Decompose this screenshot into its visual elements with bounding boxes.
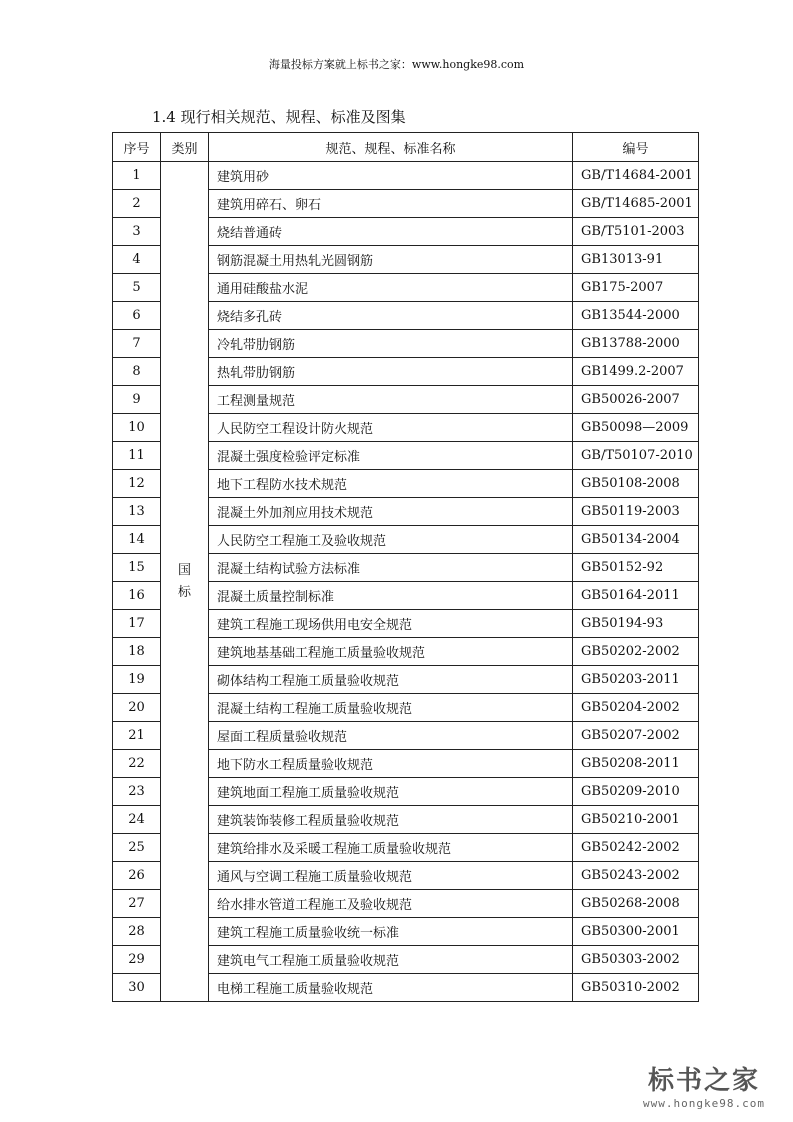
header-note: 海量投标方案就上标书之家：www.hongke98.com bbox=[268, 58, 525, 71]
row-code: GB50119-2003 bbox=[573, 498, 699, 526]
row-name: 建筑工程施工质量验收统一标准 bbox=[209, 918, 573, 946]
table-body bbox=[113, 162, 699, 1002]
row-seq: 26 bbox=[113, 862, 161, 890]
row-code: GB50098—2009 bbox=[573, 414, 699, 442]
row-code: GB50194-93 bbox=[573, 610, 699, 638]
row-code: GB175-2007 bbox=[573, 274, 699, 302]
row-name: 建筑工程施工现场供用电安全规范 bbox=[209, 610, 573, 638]
row-name: 建筑装饰装修工程质量验收规范 bbox=[209, 806, 573, 834]
row-code: GB50203-2011 bbox=[573, 666, 699, 694]
row-name: 建筑地基基础工程施工质量验收规范 bbox=[209, 638, 573, 666]
row-code: GB/T14684-2001 bbox=[573, 162, 699, 190]
row-name: 建筑地面工程施工质量验收规范 bbox=[209, 778, 573, 806]
row-name: 热轧带肋钢筋 bbox=[209, 358, 573, 386]
row-name: 烧结普通砖 bbox=[209, 218, 573, 246]
header-seq: 序号 bbox=[113, 133, 161, 162]
row-seq: 15 bbox=[113, 554, 161, 582]
row-name: 屋面工程质量验收规范 bbox=[209, 722, 573, 750]
section-title: 1.4 现行相关规范、规程、标准及图集 bbox=[152, 108, 406, 126]
row-name: 地下防水工程质量验收规范 bbox=[209, 750, 573, 778]
row-name: 砌体结构工程施工质量验收规范 bbox=[209, 666, 573, 694]
row-seq: 28 bbox=[113, 918, 161, 946]
row-code: GB13013-91 bbox=[573, 246, 699, 274]
row-seq: 29 bbox=[113, 946, 161, 974]
row-name: 通用硅酸盐水泥 bbox=[209, 274, 573, 302]
row-name: 烧结多孔砖 bbox=[209, 302, 573, 330]
row-seq: 13 bbox=[113, 498, 161, 526]
row-seq: 9 bbox=[113, 386, 161, 414]
row-code: GB50210-2001 bbox=[573, 806, 699, 834]
row-code: GB50209-2010 bbox=[573, 778, 699, 806]
row-seq: 11 bbox=[113, 442, 161, 470]
row-code: GB50208-2011 bbox=[573, 750, 699, 778]
row-seq: 7 bbox=[113, 330, 161, 358]
category-cell bbox=[161, 162, 209, 1002]
row-seq: 21 bbox=[113, 722, 161, 750]
row-code: GB50310-2002 bbox=[573, 974, 699, 1002]
row-seq: 1 bbox=[113, 162, 161, 190]
row-code: GB50268-2008 bbox=[573, 890, 699, 918]
row-seq: 5 bbox=[113, 274, 161, 302]
row-code: GB50164-2011 bbox=[573, 582, 699, 610]
table-header-row bbox=[113, 133, 699, 162]
row-code: GB50242-2002 bbox=[573, 834, 699, 862]
row-code: GB50108-2008 bbox=[573, 470, 699, 498]
row-code: GB50026-2007 bbox=[573, 386, 699, 414]
row-seq: 12 bbox=[113, 470, 161, 498]
row-seq: 4 bbox=[113, 246, 161, 274]
table-row bbox=[113, 162, 699, 190]
site-watermark bbox=[629, 1060, 779, 1110]
row-seq: 22 bbox=[113, 750, 161, 778]
row-code: GB/T14685-2001 bbox=[573, 190, 699, 218]
row-name: 通风与空调工程施工质量验收规范 bbox=[209, 862, 573, 890]
row-seq: 6 bbox=[113, 302, 161, 330]
row-code: GB50204-2002 bbox=[573, 694, 699, 722]
watermark-url: www.hongke98.com bbox=[643, 1097, 765, 1110]
header-category: 类别 bbox=[161, 133, 209, 162]
row-code: GB1499.2-2007 bbox=[573, 358, 699, 386]
row-seq: 17 bbox=[113, 610, 161, 638]
row-name: 建筑电气工程施工质量验收规范 bbox=[209, 946, 573, 974]
row-code: GB50207-2002 bbox=[573, 722, 699, 750]
row-seq: 19 bbox=[113, 666, 161, 694]
row-name: 冷轧带肋钢筋 bbox=[209, 330, 573, 358]
row-seq: 27 bbox=[113, 890, 161, 918]
row-name: 人民防空工程设计防火规范 bbox=[209, 414, 573, 442]
row-code: GB13544-2000 bbox=[573, 302, 699, 330]
watermark-logo: 标书之家 bbox=[647, 1066, 760, 1096]
row-name: 工程测量规范 bbox=[209, 386, 573, 414]
row-code: GB50300-2001 bbox=[573, 918, 699, 946]
row-seq: 23 bbox=[113, 778, 161, 806]
row-code: GB50202-2002 bbox=[573, 638, 699, 666]
row-code: GB/T5101-2003 bbox=[573, 218, 699, 246]
row-name: 人民防空工程施工及验收规范 bbox=[209, 526, 573, 554]
row-name: 电梯工程施工质量验收规范 bbox=[209, 974, 573, 1002]
row-code: GB50303-2002 bbox=[573, 946, 699, 974]
row-seq: 16 bbox=[113, 582, 161, 610]
row-seq: 25 bbox=[113, 834, 161, 862]
row-code: GB50243-2002 bbox=[573, 862, 699, 890]
row-seq: 30 bbox=[113, 974, 161, 1002]
standards-table bbox=[112, 132, 699, 1002]
row-seq: 3 bbox=[113, 218, 161, 246]
row-seq: 8 bbox=[113, 358, 161, 386]
row-name: 给水排水管道工程施工及验收规范 bbox=[209, 890, 573, 918]
row-name: 地下工程防水技术规范 bbox=[209, 470, 573, 498]
row-seq: 2 bbox=[113, 190, 161, 218]
row-code: GB/T50107-2010 bbox=[573, 442, 699, 470]
category-char: 标 bbox=[177, 584, 191, 600]
row-name: 混凝土强度检验评定标准 bbox=[209, 442, 573, 470]
row-code: GB50134-2004 bbox=[573, 526, 699, 554]
category-char: 国 bbox=[177, 562, 191, 578]
row-seq: 24 bbox=[113, 806, 161, 834]
row-seq: 14 bbox=[113, 526, 161, 554]
row-name: 建筑给排水及采暖工程施工质量验收规范 bbox=[209, 834, 573, 862]
row-seq: 18 bbox=[113, 638, 161, 666]
row-name: 钢筋混凝土用热轧光圆钢筋 bbox=[209, 246, 573, 274]
row-seq: 20 bbox=[113, 694, 161, 722]
row-name: 混凝土结构试验方法标准 bbox=[209, 554, 573, 582]
row-name: 混凝土质量控制标准 bbox=[209, 582, 573, 610]
header-code: 编号 bbox=[573, 133, 699, 162]
row-name: 建筑用砂 bbox=[209, 162, 573, 190]
row-name: 建筑用碎石、卵石 bbox=[209, 190, 573, 218]
row-code: GB50152-92 bbox=[573, 554, 699, 582]
row-code: GB13788-2000 bbox=[573, 330, 699, 358]
row-name: 混凝土外加剂应用技术规范 bbox=[209, 498, 573, 526]
row-name: 混凝土结构工程施工质量验收规范 bbox=[209, 694, 573, 722]
row-seq: 10 bbox=[113, 414, 161, 442]
header-name: 规范、规程、标准名称 bbox=[209, 133, 573, 162]
